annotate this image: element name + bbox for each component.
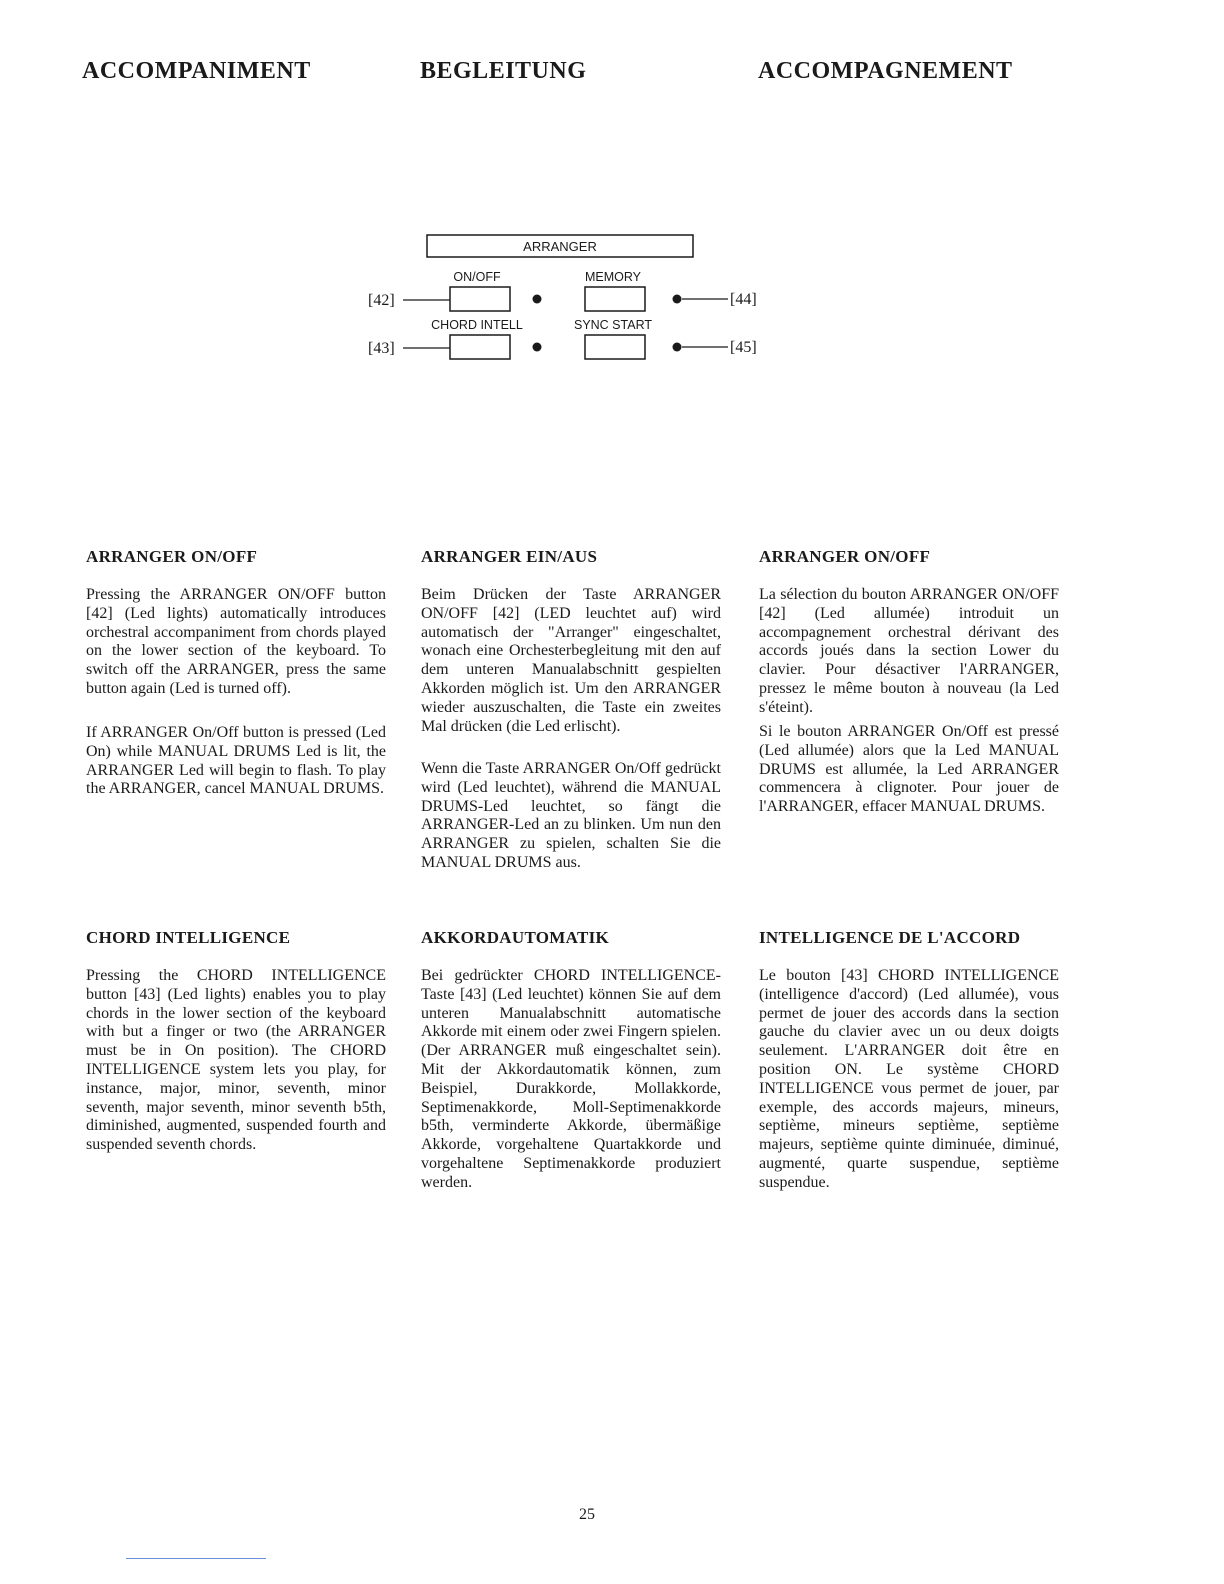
chord-title-en: CHORD INTELLIGENCE <box>86 928 291 947</box>
footer-divider <box>126 1558 266 1559</box>
arranger-title-fr: ARRANGER ON/OFF <box>759 547 931 566</box>
header-french: ACCOMPAGNEMENT <box>758 58 1013 84</box>
label-on-off: ON/OFF <box>453 270 501 284</box>
arranger-title: ARRANGER <box>523 239 597 254</box>
sync-start-led <box>673 343 682 352</box>
label-memory: MEMORY <box>584 270 642 284</box>
chord-intell-button[interactable] <box>450 335 510 359</box>
arranger-fr-paragraph-1: La sélection du bouton ARRANGER ON/OFF [42] (Led allumée) introduit un accompagnement orchestral dérivant des accords joués dans la section Lower du clavier. Pour désactiver l'ARRANGER, pressez le même bouton à nouveau (la Led s'éteint). <box>759 586 1059 716</box>
arranger-de-paragraph-1: Beim Drücken der Taste ARRANGER ON/OFF [42] (LED leuchtet auf) wird automatisch der "Arranger" eingeschaltet, wonach eine Orchesterbegleitung mit den auf dem unteren Manualabschnitt gespielten Akkorden möglich ist. Um den ARRANGER wieder auszuschalten, die Taste ein zweites Mal drücken (die Led erlischt). <box>421 586 721 735</box>
ref-44: [44] <box>730 291 757 308</box>
ref-45: [45] <box>730 339 757 356</box>
ref-43: [43] <box>368 340 395 357</box>
ref-42: [42] <box>368 292 395 309</box>
arranger-en-paragraph-1: Pressing the ARRANGER ON/OFF button [42] (Led lights) automatically introduces orchestral accompaniment from chords played on the lower section of the keyboard. To switch off the ARRANGER, press the same button again (Led is turned off). <box>86 586 386 697</box>
arranger-de-paragraph-2: Wenn die Taste ARRANGER On/Off gedrückt wird (Led leuchtet), während die MANUAL DRUMS-Led leuchtet, so fängt die ARRANGER-Led an zu blinken. Um nun den ARRANGER zu spielen, schalten Sie die MANUAL DRUMS aus. <box>421 760 721 871</box>
arranger-fr-paragraph-2: Si le bouton ARRANGER On/Off est pressé (Led allumée) alors que la Led MANUAL DRUMS est allumée, la Led ARRANGER commencera à clignoter. Pour jouer de l'ARRANGER, effacer MANUAL DRUMS. <box>759 723 1059 816</box>
chord-intell-led <box>533 343 542 352</box>
chord-de-paragraph: Bei gedrückter CHORD INTELLIGENCE-Taste [43] (Led leuchtet) können Sie auf dem unteren Manualabschnitt automatische Akkorde mit einem oder zwei Fingern spielen. (Der ARRANGER muß eingeschaltet sein). Mit der Akkordautomatik können, zum Beispiel, Durakkorde, Mollakkorde, Septimenakkorde, Moll-Septimenakkorde b5th, verminderte Akkorde, übermäßige Akkorde, vorgehaltene Quartakkorde und vorgehaltene Septimenakkorde produziert werden. <box>421 967 721 1191</box>
sync-start-button[interactable] <box>585 335 645 359</box>
arranger-title-en: ARRANGER ON/OFF <box>86 547 258 566</box>
on-off-led <box>533 295 542 304</box>
chord-en-paragraph: Pressing the CHORD INTELLIGENCE button [43] (Led lights) enables you to play chords in the lower section of the keyboard with but a finger or two (the ARRANGER must be in On position). The CHORD INTELLIGENCE system lets you play, for instance, major, minor, seventh, minor seventh, major seventh, minor seventh b5th, diminished, augmented, suspended fourth and suspended seventh chords. <box>86 967 386 1154</box>
chord-title-fr: INTELLIGENCE DE L'ACCORD <box>759 928 1021 947</box>
header-german: BEGLEITUNG <box>420 58 587 84</box>
arranger-panel-diagram <box>360 228 780 368</box>
memory-button[interactable] <box>585 287 645 311</box>
on-off-button[interactable] <box>450 287 510 311</box>
label-sync-start: SYNC START <box>573 318 653 332</box>
arranger-title-de: ARRANGER EIN/AUS <box>421 547 598 566</box>
memory-led <box>673 295 682 304</box>
page-number: 25 <box>579 1506 595 1523</box>
arranger-en-paragraph-2: If ARRANGER On/Off button is pressed (Led On) while MANUAL DRUMS Led is lit, the ARRANGER Led will begin to flash. To play the ARRANGER, cancel MANUAL DRUMS. <box>86 724 386 798</box>
chord-fr-paragraph: Le bouton [43] CHORD INTELLIGENCE (intelligence d'accord) (Led allumée), vous permet de jouer des accords dans la section gauche du clavier avec un ou deux doigts seulement. L'ARRANGER doit être en position ON. Le système CHORD INTELLIGENCE vous permet de jouer, par exemple, des accords majeurs, mineurs, septième, mineurs septième, septième majeurs, septième quinte diminuée, diminué, augmenté, quarte suspendue, septième suspendue. <box>759 967 1059 1191</box>
chord-title-de: AKKORDAUTOMATIK <box>421 928 610 947</box>
header-english: ACCOMPANIMENT <box>82 58 311 84</box>
label-chord-intell: CHORD INTELL <box>431 318 523 332</box>
